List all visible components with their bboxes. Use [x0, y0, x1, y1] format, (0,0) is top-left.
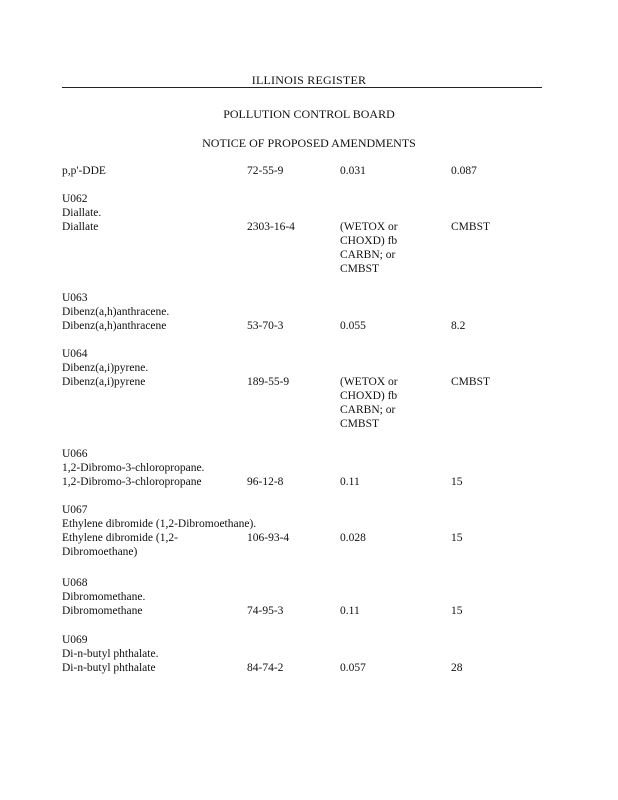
nonwastewater-standard: CMBST [451, 221, 490, 233]
cas-number: 74-95-3 [247, 605, 284, 617]
common-name: Diallate. [62, 207, 102, 219]
header-rule [62, 87, 542, 88]
nonwastewater-standard: 8.2 [451, 320, 466, 332]
board-title: POLLUTION CONTROL BOARD [223, 107, 395, 121]
waste-code: U069 [62, 634, 88, 646]
register-title: ILLINOIS REGISTER [251, 73, 367, 87]
wastewater-standard: 0.11 [340, 476, 360, 488]
wastewater-standard: 0.028 [340, 532, 366, 544]
wastewater-standard: 0.11 [340, 605, 360, 617]
table-row [0, 319, 618, 333]
wastewater-standard-line: CHOXD) fb [340, 235, 398, 247]
wastewater-standard-line: CHOXD) fb [340, 390, 398, 402]
constituent-name: Ethylene dibromide (1,2- [62, 532, 178, 544]
waste-code: U066 [62, 448, 88, 460]
common-name: Di-n-butyl phthalate. [62, 648, 159, 660]
cas-number: 72-55-9 [247, 165, 284, 177]
wastewater-standard-line: (WETOX or [340, 376, 398, 388]
common-name: Dibenz(a,i)pyrene. [62, 362, 149, 374]
nonwastewater-standard: 15 [451, 605, 463, 617]
nonwastewater-standard: 0.087 [451, 165, 477, 177]
nonwastewater-standard: CMBST [451, 376, 490, 388]
constituent-name: Dibromomethane [62, 605, 143, 617]
waste-code: U062 [62, 193, 88, 205]
wastewater-standard: 0.057 [340, 662, 366, 674]
cas-number: 189-55-9 [247, 376, 290, 388]
wastewater-standard-line: CARBN; or [340, 249, 396, 261]
common-name: Dibenz(a,h)anthracene. [62, 306, 170, 318]
constituent-name: Di-n-butyl phthalate [62, 662, 156, 674]
table-row [0, 604, 618, 618]
table-row [0, 661, 618, 675]
table-row [0, 220, 618, 234]
cas-number: 96-12-8 [247, 476, 284, 488]
wastewater-standard-line: CMBST [340, 263, 379, 275]
notice-title: NOTICE OF PROPOSED AMENDMENTS [202, 136, 416, 150]
wastewater-standard: 0.055 [340, 320, 366, 332]
waste-code: U068 [62, 577, 88, 589]
constituent-name: p,p'-DDE [62, 165, 106, 177]
table-row [0, 164, 618, 178]
table-row [0, 531, 618, 545]
nonwastewater-standard: 28 [451, 662, 463, 674]
table-row [0, 375, 618, 389]
waste-code: U067 [62, 504, 88, 516]
constituent-name-continued: Dibromoethane) [62, 546, 138, 558]
constituent-name: Dibenz(a,i)pyrene [62, 376, 146, 388]
cas-number: 53-70-3 [247, 320, 284, 332]
constituent-name: Dibenz(a,h)anthracene [62, 320, 167, 332]
waste-code: U064 [62, 348, 88, 360]
cas-number: 2303-16-4 [247, 221, 295, 233]
nonwastewater-standard: 15 [451, 532, 463, 544]
wastewater-standard-line: (WETOX or [340, 221, 398, 233]
common-name: 1,2-Dibromo-3-chloropropane. [62, 462, 205, 474]
wastewater-standard: 0.031 [340, 165, 366, 177]
constituent-name: Diallate [62, 221, 99, 233]
cas-number: 106-93-4 [247, 532, 290, 544]
wastewater-standard-line: CMBST [340, 418, 379, 430]
nonwastewater-standard: 15 [451, 476, 463, 488]
wastewater-standard-line: CARBN; or [340, 404, 396, 416]
constituent-name: 1,2-Dibromo-3-chloropropane [62, 476, 202, 488]
common-name: Dibromomethane. [62, 591, 146, 603]
cas-number: 84-74-2 [247, 662, 284, 674]
common-name: Ethylene dibromide (1,2-Dibromoethane). [62, 518, 257, 530]
waste-code: U063 [62, 292, 88, 304]
table-row [0, 475, 618, 489]
